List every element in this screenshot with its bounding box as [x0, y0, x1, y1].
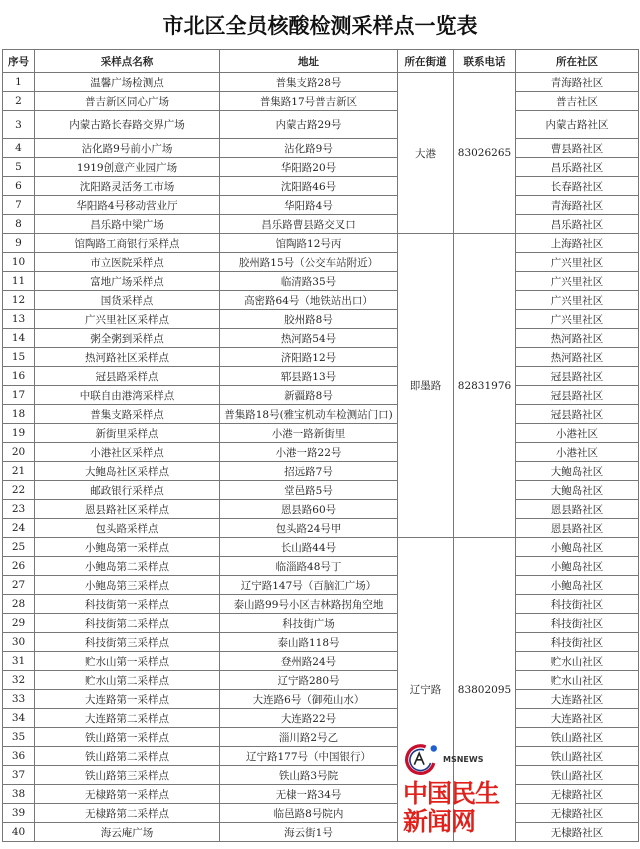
community: 铁山路社区	[516, 728, 639, 747]
community: 贮水山社区	[516, 652, 639, 671]
community: 热河路社区	[516, 329, 639, 348]
row-index: 19	[3, 424, 35, 443]
address: 长山路44号	[220, 538, 398, 557]
header-index: 序号	[3, 50, 35, 73]
address: 沾化路9号	[220, 139, 398, 158]
table-row	[3, 766, 639, 785]
site-name: 热河路社区采样点	[35, 348, 220, 367]
table-row	[3, 367, 639, 386]
address: 内蒙古路29号	[220, 111, 398, 139]
site-name: 小鲍岛第一采样点	[35, 538, 220, 557]
row-index: 20	[3, 443, 35, 462]
community: 广兴里社区	[516, 310, 639, 329]
community: 无棣路社区	[516, 804, 639, 823]
row-index: 4	[3, 139, 35, 158]
row-index: 8	[3, 215, 35, 234]
row-index: 34	[3, 709, 35, 728]
community: 昌乐路社区	[516, 215, 639, 234]
community: 小鲍岛社区	[516, 576, 639, 595]
row-index: 17	[3, 386, 35, 405]
community: 广兴里社区	[516, 291, 639, 310]
site-name: 富地广场采样点	[35, 272, 220, 291]
address: 辽宁路147号（百脑汇广场）	[220, 576, 398, 595]
site-name: 大连路第一采样点	[35, 690, 220, 709]
header-address: 地址	[220, 50, 398, 73]
street-cell: 即墨路	[398, 234, 454, 538]
site-name: 普集支路采样点	[35, 405, 220, 424]
table-row	[3, 595, 639, 614]
row-index: 6	[3, 177, 35, 196]
row-index: 28	[3, 595, 35, 614]
community: 大连路社区	[516, 709, 639, 728]
row-index: 14	[3, 329, 35, 348]
address: 郓县路13号	[220, 367, 398, 386]
address: 科技街广场	[220, 614, 398, 633]
table-row	[3, 215, 639, 234]
table-row	[3, 92, 639, 111]
table-row	[3, 709, 639, 728]
address: 华阳路20号	[220, 158, 398, 177]
address: 临清路35号	[220, 272, 398, 291]
table-row	[3, 139, 639, 158]
row-index: 5	[3, 158, 35, 177]
address: 海云街1号	[220, 823, 398, 842]
community: 贮水山社区	[516, 671, 639, 690]
table-row	[3, 111, 639, 139]
table-row	[3, 576, 639, 595]
community: 冠县路社区	[516, 367, 639, 386]
table-row	[3, 234, 639, 253]
row-index: 1	[3, 73, 35, 92]
address: 淄川路2号乙	[220, 728, 398, 747]
table-row	[3, 747, 639, 766]
row-index: 11	[3, 272, 35, 291]
row-index: 9	[3, 234, 35, 253]
community: 小鲍岛社区	[516, 538, 639, 557]
row-index: 15	[3, 348, 35, 367]
site-name: 内蒙古路长春路交界广场	[35, 111, 220, 139]
site-name: 市立医院采样点	[35, 253, 220, 272]
community: 小港社区	[516, 424, 639, 443]
phone-cell: 83802095	[454, 538, 516, 842]
site-name: 科技街第一采样点	[35, 595, 220, 614]
table-row	[3, 823, 639, 842]
row-index: 7	[3, 196, 35, 215]
site-name: 中联自由港湾采样点	[35, 386, 220, 405]
address: 堂邑路5号	[220, 481, 398, 500]
address: 胶州路8号	[220, 310, 398, 329]
row-index: 10	[3, 253, 35, 272]
community: 上海路社区	[516, 234, 639, 253]
phone-cell: 83026265	[454, 73, 516, 234]
row-index: 30	[3, 633, 35, 652]
community: 冠县路社区	[516, 386, 639, 405]
address: 小港一路新街里	[220, 424, 398, 443]
row-index: 29	[3, 614, 35, 633]
community: 无棣路社区	[516, 785, 639, 804]
address: 小港一路22号	[220, 443, 398, 462]
table-row	[3, 785, 639, 804]
site-name: 小港社区采样点	[35, 443, 220, 462]
address: 胶州路15号（公交车站附近）	[220, 253, 398, 272]
community: 无棣路社区	[516, 823, 639, 842]
community: 长春路社区	[516, 177, 639, 196]
table-row	[3, 177, 639, 196]
community: 冠县路社区	[516, 405, 639, 424]
site-name: 小鲍岛第三采样点	[35, 576, 220, 595]
watermark-text: 中国民生新闻网	[403, 779, 500, 836]
site-name: 科技街第三采样点	[35, 633, 220, 652]
row-index: 12	[3, 291, 35, 310]
address: 普集路17号普吉新区	[220, 92, 398, 111]
site-name: 恩县路社区采样点	[35, 500, 220, 519]
address: 无棣一路34号	[220, 785, 398, 804]
row-index: 40	[3, 823, 35, 842]
row-index: 35	[3, 728, 35, 747]
row-index: 32	[3, 671, 35, 690]
table-row	[3, 804, 639, 823]
site-name: 小鲍岛第二采样点	[35, 557, 220, 576]
site-name: 广兴里社区采样点	[35, 310, 220, 329]
address: 登州路24号	[220, 652, 398, 671]
community: 大连路社区	[516, 690, 639, 709]
community: 普吉社区	[516, 92, 639, 111]
table-row	[3, 253, 639, 272]
row-index: 22	[3, 481, 35, 500]
site-name: 铁山路第二采样点	[35, 747, 220, 766]
community: 铁山路社区	[516, 747, 639, 766]
table-header-row	[3, 50, 639, 73]
row-index: 37	[3, 766, 35, 785]
community: 恩县路社区	[516, 500, 639, 519]
row-index: 33	[3, 690, 35, 709]
table-row	[3, 272, 639, 291]
address: 普集支路28号	[220, 73, 398, 92]
table-row	[3, 633, 639, 652]
row-index: 36	[3, 747, 35, 766]
row-index: 3	[3, 111, 35, 139]
community: 青海路社区	[516, 73, 639, 92]
site-name: 沈阳路灵活务工市场	[35, 177, 220, 196]
site-name: 铁山路第三采样点	[35, 766, 220, 785]
table-row	[3, 671, 639, 690]
watermark	[401, 742, 513, 838]
community: 科技街社区	[516, 595, 639, 614]
site-name: 铁山路第一采样点	[35, 728, 220, 747]
site-name: 馆陶路工商银行采样点	[35, 234, 220, 253]
row-index: 23	[3, 500, 35, 519]
community: 科技街社区	[516, 614, 639, 633]
table-row	[3, 405, 639, 424]
address: 济阳路12号	[220, 348, 398, 367]
community: 青海路社区	[516, 196, 639, 215]
site-name: 新街里采样点	[35, 424, 220, 443]
community: 昌乐路社区	[516, 158, 639, 177]
address: 高密路64号（地铁站出口）	[220, 291, 398, 310]
watermark-sub: MSNEWS	[443, 755, 484, 764]
address: 泰山路118号	[220, 633, 398, 652]
table-row	[3, 519, 639, 538]
table-row	[3, 652, 639, 671]
table-row	[3, 424, 639, 443]
address: 昌乐路曹县路交叉口	[220, 215, 398, 234]
row-index: 25	[3, 538, 35, 557]
table-row	[3, 557, 639, 576]
community: 内蒙古路社区	[516, 111, 639, 139]
site-name: 科技街第二采样点	[35, 614, 220, 633]
community: 大鲍岛社区	[516, 462, 639, 481]
row-index: 2	[3, 92, 35, 111]
community: 大鲍岛社区	[516, 481, 639, 500]
row-index: 38	[3, 785, 35, 804]
address: 临淄路48号丁	[220, 557, 398, 576]
page-title: 市北区全员核酸检测采样点一览表	[162, 13, 478, 38]
community: 热河路社区	[516, 348, 639, 367]
table-row	[3, 196, 639, 215]
row-index: 24	[3, 519, 35, 538]
row-index: 31	[3, 652, 35, 671]
site-name: 邮政银行采样点	[35, 481, 220, 500]
row-index: 39	[3, 804, 35, 823]
site-name: 沾化路9号前小广场	[35, 139, 220, 158]
site-name: 冠县路采样点	[35, 367, 220, 386]
sampling-points-table	[2, 49, 639, 842]
community: 科技街社区	[516, 633, 639, 652]
header-community: 所在社区	[516, 50, 639, 73]
community: 小鲍岛社区	[516, 557, 639, 576]
table-row	[3, 386, 639, 405]
address: 辽宁路177号（中国银行）	[220, 747, 398, 766]
site-name: 昌乐路中梁广场	[35, 215, 220, 234]
site-name: 1919创意产业园广场	[35, 158, 220, 177]
community: 铁山路社区	[516, 766, 639, 785]
site-name: 无棣路第二采样点	[35, 804, 220, 823]
address: 招远路7号	[220, 462, 398, 481]
address: 馆陶路12号丙	[220, 234, 398, 253]
table-row	[3, 348, 639, 367]
table-row	[3, 291, 639, 310]
street-cell: 大港	[398, 73, 454, 234]
header-phone: 联系电话	[454, 50, 516, 73]
table-row	[3, 158, 639, 177]
address: 热河路54号	[220, 329, 398, 348]
address: 包头路24号甲	[220, 519, 398, 538]
site-name: 粥全粥到采样点	[35, 329, 220, 348]
site-name: 大鲍岛社区采样点	[35, 462, 220, 481]
address: 沈阳路46号	[220, 177, 398, 196]
site-name: 华阳路4号移动营业厅	[35, 196, 220, 215]
community: 恩县路社区	[516, 519, 639, 538]
row-index: 27	[3, 576, 35, 595]
table-row	[3, 728, 639, 747]
address: 辽宁路280号	[220, 671, 398, 690]
address: 普集路18号(雅宝机动车检测站门口)	[220, 405, 398, 424]
site-name: 包头路采样点	[35, 519, 220, 538]
community: 广兴里社区	[516, 253, 639, 272]
site-name: 普吉新区同心广场	[35, 92, 220, 111]
street-cell: 辽宁路	[398, 538, 454, 842]
row-index: 16	[3, 367, 35, 386]
site-name: 海云庵广场	[35, 823, 220, 842]
row-index: 18	[3, 405, 35, 424]
address: 临邑路8号院内	[220, 804, 398, 823]
site-name: 贮水山第一采样点	[35, 652, 220, 671]
community: 曹县路社区	[516, 139, 639, 158]
table-row	[3, 500, 639, 519]
row-index: 26	[3, 557, 35, 576]
site-name: 无棣路第一采样点	[35, 785, 220, 804]
table-row	[3, 690, 639, 709]
address: 新疆路8号	[220, 386, 398, 405]
phone-cell: 82831976	[454, 234, 516, 538]
table-row	[3, 73, 639, 92]
address: 恩县路60号	[220, 500, 398, 519]
address: 大连路6号（御苑山水）	[220, 690, 398, 709]
header-street: 所在街道	[398, 50, 454, 73]
site-name: 大连路第二采样点	[35, 709, 220, 728]
table-row	[3, 538, 639, 557]
address: 大连路22号	[220, 709, 398, 728]
header-site-name: 采样点名称	[35, 50, 220, 73]
address: 铁山路3号院	[220, 766, 398, 785]
community: 广兴里社区	[516, 272, 639, 291]
table-row	[3, 462, 639, 481]
community: 小港社区	[516, 443, 639, 462]
table-row	[3, 481, 639, 500]
site-name: 贮水山第二采样点	[35, 671, 220, 690]
table-row	[3, 443, 639, 462]
site-name: 温馨广场检测点	[35, 73, 220, 92]
row-index: 13	[3, 310, 35, 329]
table-row	[3, 310, 639, 329]
row-index: 21	[3, 462, 35, 481]
address: 泰山路99号小区吉林路拐角空地	[220, 595, 398, 614]
table-row	[3, 329, 639, 348]
msnews-logo-icon	[401, 742, 439, 776]
address: 华阳路4号	[220, 196, 398, 215]
table-row	[3, 614, 639, 633]
site-name: 国货采样点	[35, 291, 220, 310]
